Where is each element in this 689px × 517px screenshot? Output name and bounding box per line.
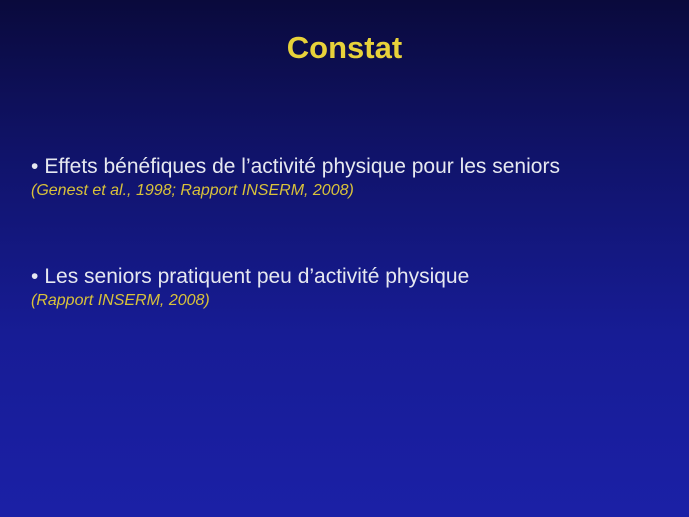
bullet-citation: (Genest et al., 1998; Rapport INSERM, 2008)	[31, 182, 354, 199]
bullet-text: Effets bénéfiques de l’activité physique pour les seniors	[44, 155, 560, 178]
bullet-marker: •	[31, 155, 39, 178]
bullet-item-benefits	[31, 154, 671, 201]
bullet-citation: (Rapport INSERM, 2008)	[31, 292, 210, 309]
bullet-text-line	[31, 264, 671, 290]
slide-title: Constat	[286, 30, 403, 65]
bullet-text: Les seniors pratiquent peu d’activité physique	[44, 265, 470, 288]
bullet-marker: •	[31, 265, 39, 288]
bullet-text-line	[31, 154, 671, 180]
bullet-item-low-activity	[31, 264, 671, 311]
